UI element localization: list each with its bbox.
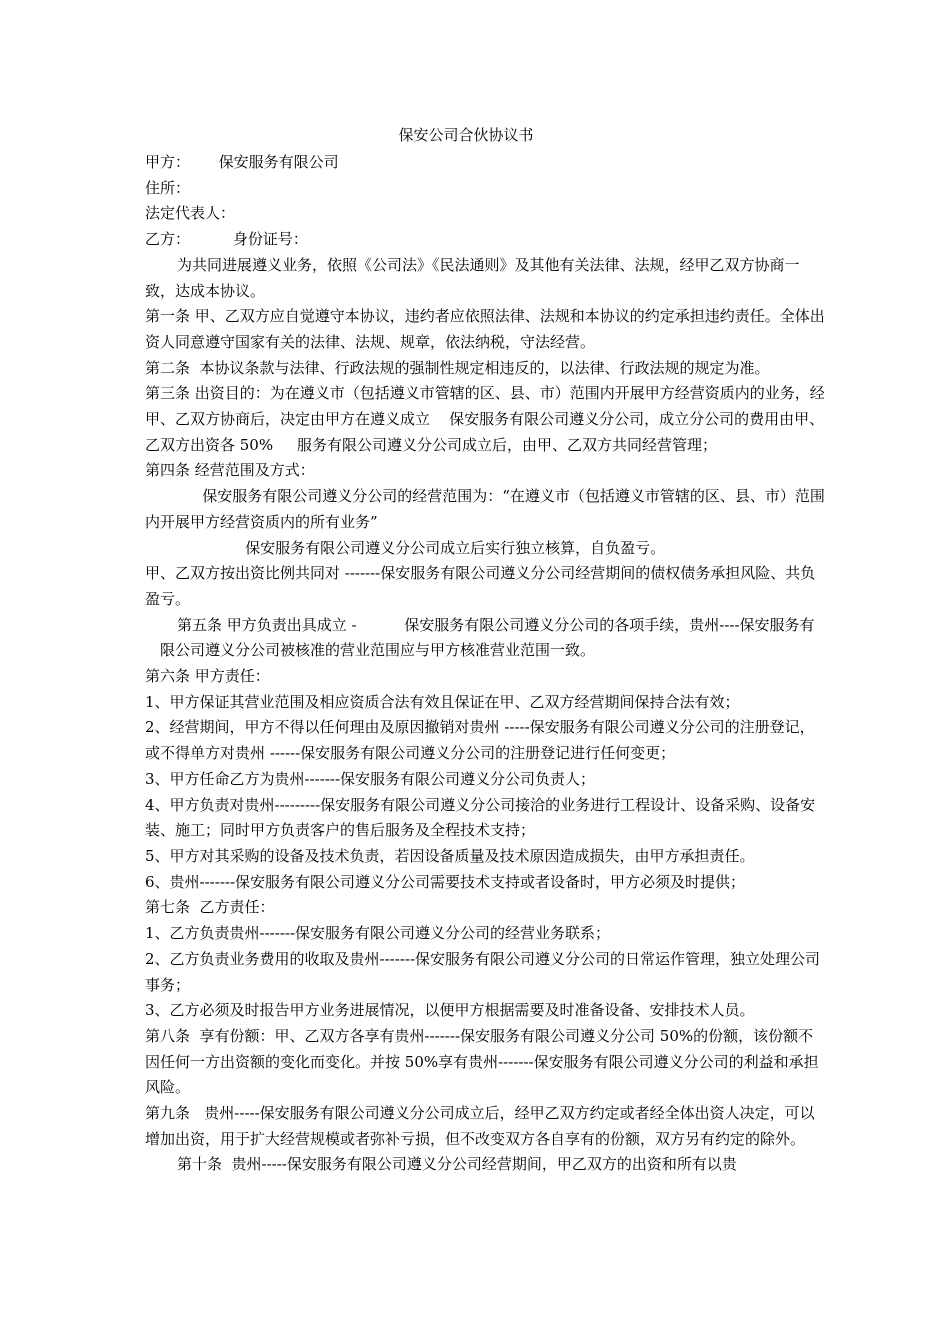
paragraph: 1、乙方负责贵州-------保安服务有限公司遵义分公司的经营业务联系；: [145, 924, 611, 943]
paragraph: 第十条 贵州-----保安服务有限公司遵义分公司经营期间，甲乙双方的出资和所有以贵: [177, 1155, 737, 1174]
paragraph: 第七条 乙方责任：: [145, 898, 275, 917]
paragraph: 第四条 经营范围及方式：: [145, 461, 315, 480]
document-body: [145, 150, 825, 1178]
paragraph: 5、甲方对其采购的设备及技术负责，若因设备质量及技术原因造成损失，由甲方承担责任。: [145, 846, 755, 865]
paragraph: 第八条 享有份额：甲、乙双方各享有贵州-------保安服务有限公司遵义分公司 50%的份额，该份额不因任何一方出资额的变化而变化。并按 50%享有贵州-------保安服务有限公司遵义分公司的利益和承担风险。: [145, 1026, 819, 1097]
paragraph: 1、甲方保证其营业范围及相应资质合法有效且保证在甲、乙双方经营期间保持合法有效；: [145, 692, 740, 711]
document-page: [145, 122, 825, 1178]
paragraph: 2、经营期间，甲方不得以任何理由及原因撤销对贵州 -----保安服务有限公司遵义分公司的注册登记，或不得单方对贵州 ------保安服务有限公司遵义分公司的注册登记进行任何变更；: [145, 718, 815, 763]
paragraph: 第五条 甲方负责出具成立 - 保安服务有限公司遵义分公司的各项手续，贵州----保安服务有限公司遵义分公司被核准的营业范围应与甲方核准营业范围一致。: [160, 615, 815, 660]
paragraph: 为共同进展遵义业务，依照《公司法》《民法通则》及其他有关法律、法规，经甲乙双方协商一致，达成本协议。: [145, 255, 800, 300]
paragraph: 3、乙方必须及时报告甲方业务进展情况，以便甲方根据需要及时准备设备、安排技术人员。: [145, 1001, 755, 1020]
paragraph: 6、贵州-------保安服务有限公司遵义分公司需要技术支持或者设备时，甲方必须及时提供；: [145, 872, 746, 891]
paragraph: 3、甲方任命乙方为贵州-------保安服务有限公司遵义分公司负责人；: [145, 769, 596, 788]
paragraph: 第一条 甲、乙双方应自觉遵守本协议，违约者应依照法律、法规和本协议的约定承担违约责任。全体出资人同意遵守国家有关的法律、法规、规章，依法纳税，守法经营。: [145, 307, 825, 351]
paragraph: 第三条 出资目的：为在遵义市（包括遵义市管辖的区、县、市）范围内开展甲方经营资质内的业务，经甲、乙双方协商后，决定由甲方在遵义成立 保安服务有限公司遵义分公司，成立分公司的费用由甲、乙双方出资各 50% 服务有限公司遵义分公司成立后，由甲、乙双方共同经营管理；: [145, 384, 825, 454]
paragraph: 第二条 本协议条款与法律、行政法规的强制性规定相违反的，以法律、行政法规的规定为准。: [145, 358, 770, 377]
paragraph: 第九条 贵州-----保安服务有限公司遵义分公司成立后，经甲乙双方约定或者经全体出资人决定，可以增加出资，用于扩大经营规模或者弥补亏损，但不改变双方各自享有的份额，双方另有约定的除外。: [145, 1104, 815, 1148]
document-title: 保安公司合伙协议书: [398, 126, 534, 144]
paragraph: 住所：: [145, 178, 191, 197]
paragraph: 法定代表人：: [145, 204, 236, 223]
paragraph: 2、乙方负责业务费用的收取及贵州-------保安服务有限公司遵义分公司的日常运作管理，独立处理公司事务；: [145, 949, 821, 994]
paragraph: 甲、乙双方按出资比例共同对 -------保安服务有限公司遵义分公司经营期间的债权债务承担风险、共负盈亏。: [145, 564, 816, 608]
paragraph: 保安服务有限公司遵义分公司的经营范围为：“在遵义市（包括遵义市管辖的区、县、市）范围内开展甲方经营资质内的所有业务”: [145, 487, 825, 531]
paragraph: 甲方： 保安服务有限公司: [145, 153, 339, 171]
paragraph: 第六条 甲方责任：: [145, 667, 270, 686]
paragraph: 4、甲方负责对贵州---------保安服务有限公司遵义分公司接洽的业务进行工程设计、设备采购、设备安装、施工；同时甲方负责客户的售后服务及全程技术支持；: [145, 795, 816, 840]
paragraph: 乙方： 身份证号：: [145, 230, 308, 249]
paragraph: 保安服务有限公司遵义分公司成立后实行独立核算，自负盈亏。: [145, 538, 666, 557]
